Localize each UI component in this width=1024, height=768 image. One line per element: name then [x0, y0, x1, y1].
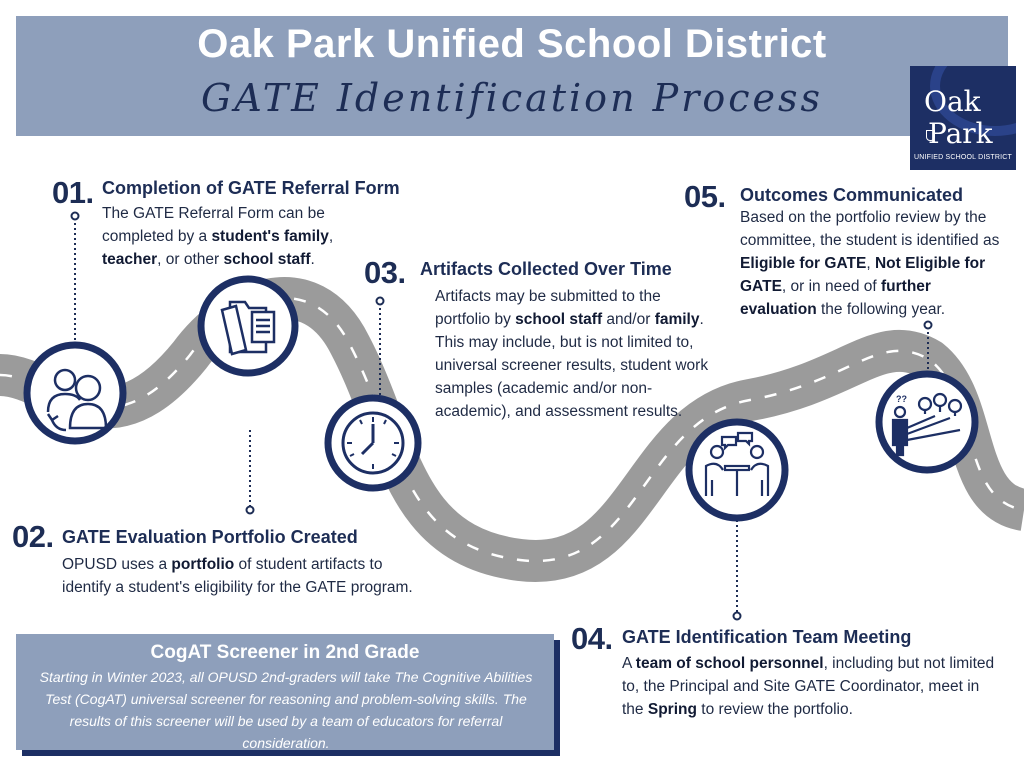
emphasis-text: Not Eligible for GATE	[740, 255, 986, 295]
body-text: , or in need of	[781, 278, 881, 295]
emphasis-text: Spring	[647, 701, 697, 718]
step4-body	[622, 652, 1002, 721]
step4-meeting-table-icon	[689, 422, 785, 518]
step3-title: Artifacts Collected Over Time	[420, 259, 672, 279]
body-text: and/or	[602, 311, 655, 328]
step5-presenter-ideas-icon	[879, 374, 975, 470]
body-text: , including but not limited to, the Principal and Site GATE Coordinator, meet in the	[622, 655, 995, 718]
body-text: The GATE Referral Form can be completed by a	[102, 205, 325, 245]
step5-title: Outcomes Communicated	[740, 185, 964, 205]
callout-text: Starting in Winter 2023, all OPUSD 2nd-graders will take The Cognitive Abilities Test (CogAT) universal screener for reasoning and problem-solving skills. The results of this screener will be used by a team of educators for referral consideration.	[39, 669, 533, 751]
step5-body	[740, 206, 1010, 321]
body-text: ,	[866, 255, 875, 272]
step5-number: 05.	[684, 179, 726, 214]
step4-number: 04.	[571, 621, 613, 656]
callout-title: CogAT Screener in 2nd Grade	[150, 642, 420, 663]
page-title: Oak Park Unified School District	[197, 22, 827, 66]
body-text: Artifacts may be submitted to the portfolio by	[435, 288, 661, 328]
body-text: OPUSD uses a	[62, 556, 172, 573]
emphasis-text: Eligible for GATE	[740, 255, 867, 272]
step1-number: 01.	[52, 175, 94, 210]
step2-body	[62, 553, 427, 599]
logo-line-district: UNIFIED SCHOOL DISTRICT	[913, 154, 1013, 161]
step1-body	[102, 202, 372, 271]
logo-line-oak: Oak	[924, 85, 981, 118]
step1-user-refresh-icon	[27, 345, 123, 441]
svg-text:??: ??	[896, 394, 907, 404]
body-text: .	[310, 251, 315, 268]
step2-folder-documents-icon	[201, 279, 295, 373]
step1-title: Completion of GATE Referral Form	[102, 178, 400, 198]
emphasis-text: family	[654, 311, 700, 328]
body-text: Based on the portfolio review by the committee, the student is identified as	[740, 209, 1000, 249]
body-text: to review the portfolio.	[696, 701, 853, 718]
body-text: A	[622, 655, 636, 672]
body-text: of student artifacts to identify a student's eligibility for the GATE program.	[62, 556, 413, 596]
cogat-callout	[16, 634, 554, 750]
emphasis-text: school staff	[223, 251, 311, 268]
emphasis-text: further evaluation	[740, 278, 931, 318]
emphasis-text: teacher	[102, 251, 158, 268]
step2-title: GATE Evaluation Portfolio Created	[62, 527, 358, 547]
body-text: ,	[328, 228, 334, 245]
logo-line-park: Park	[928, 117, 993, 150]
emphasis-text: portfolio	[171, 556, 235, 573]
emphasis-text: school staff	[515, 311, 603, 328]
emphasis-text: student's family	[211, 228, 329, 245]
step3-body	[435, 285, 717, 423]
page-subtitle: GATE Identification Process	[201, 76, 823, 120]
step4-title: GATE Identification Team Meeting	[622, 627, 912, 647]
body-text: , or other	[157, 251, 224, 268]
district-logo	[910, 66, 1016, 170]
step3-clock-icon	[328, 398, 418, 488]
step3-number: 03.	[364, 255, 406, 290]
body-text: the following year.	[816, 301, 946, 318]
step2-number: 02.	[12, 519, 54, 554]
body-text: . This may include, but is not limited to, universal screener results, student work samples (academic and/or non-academic), and assessment results.	[435, 311, 709, 420]
emphasis-text: team of school personnel	[635, 655, 824, 672]
